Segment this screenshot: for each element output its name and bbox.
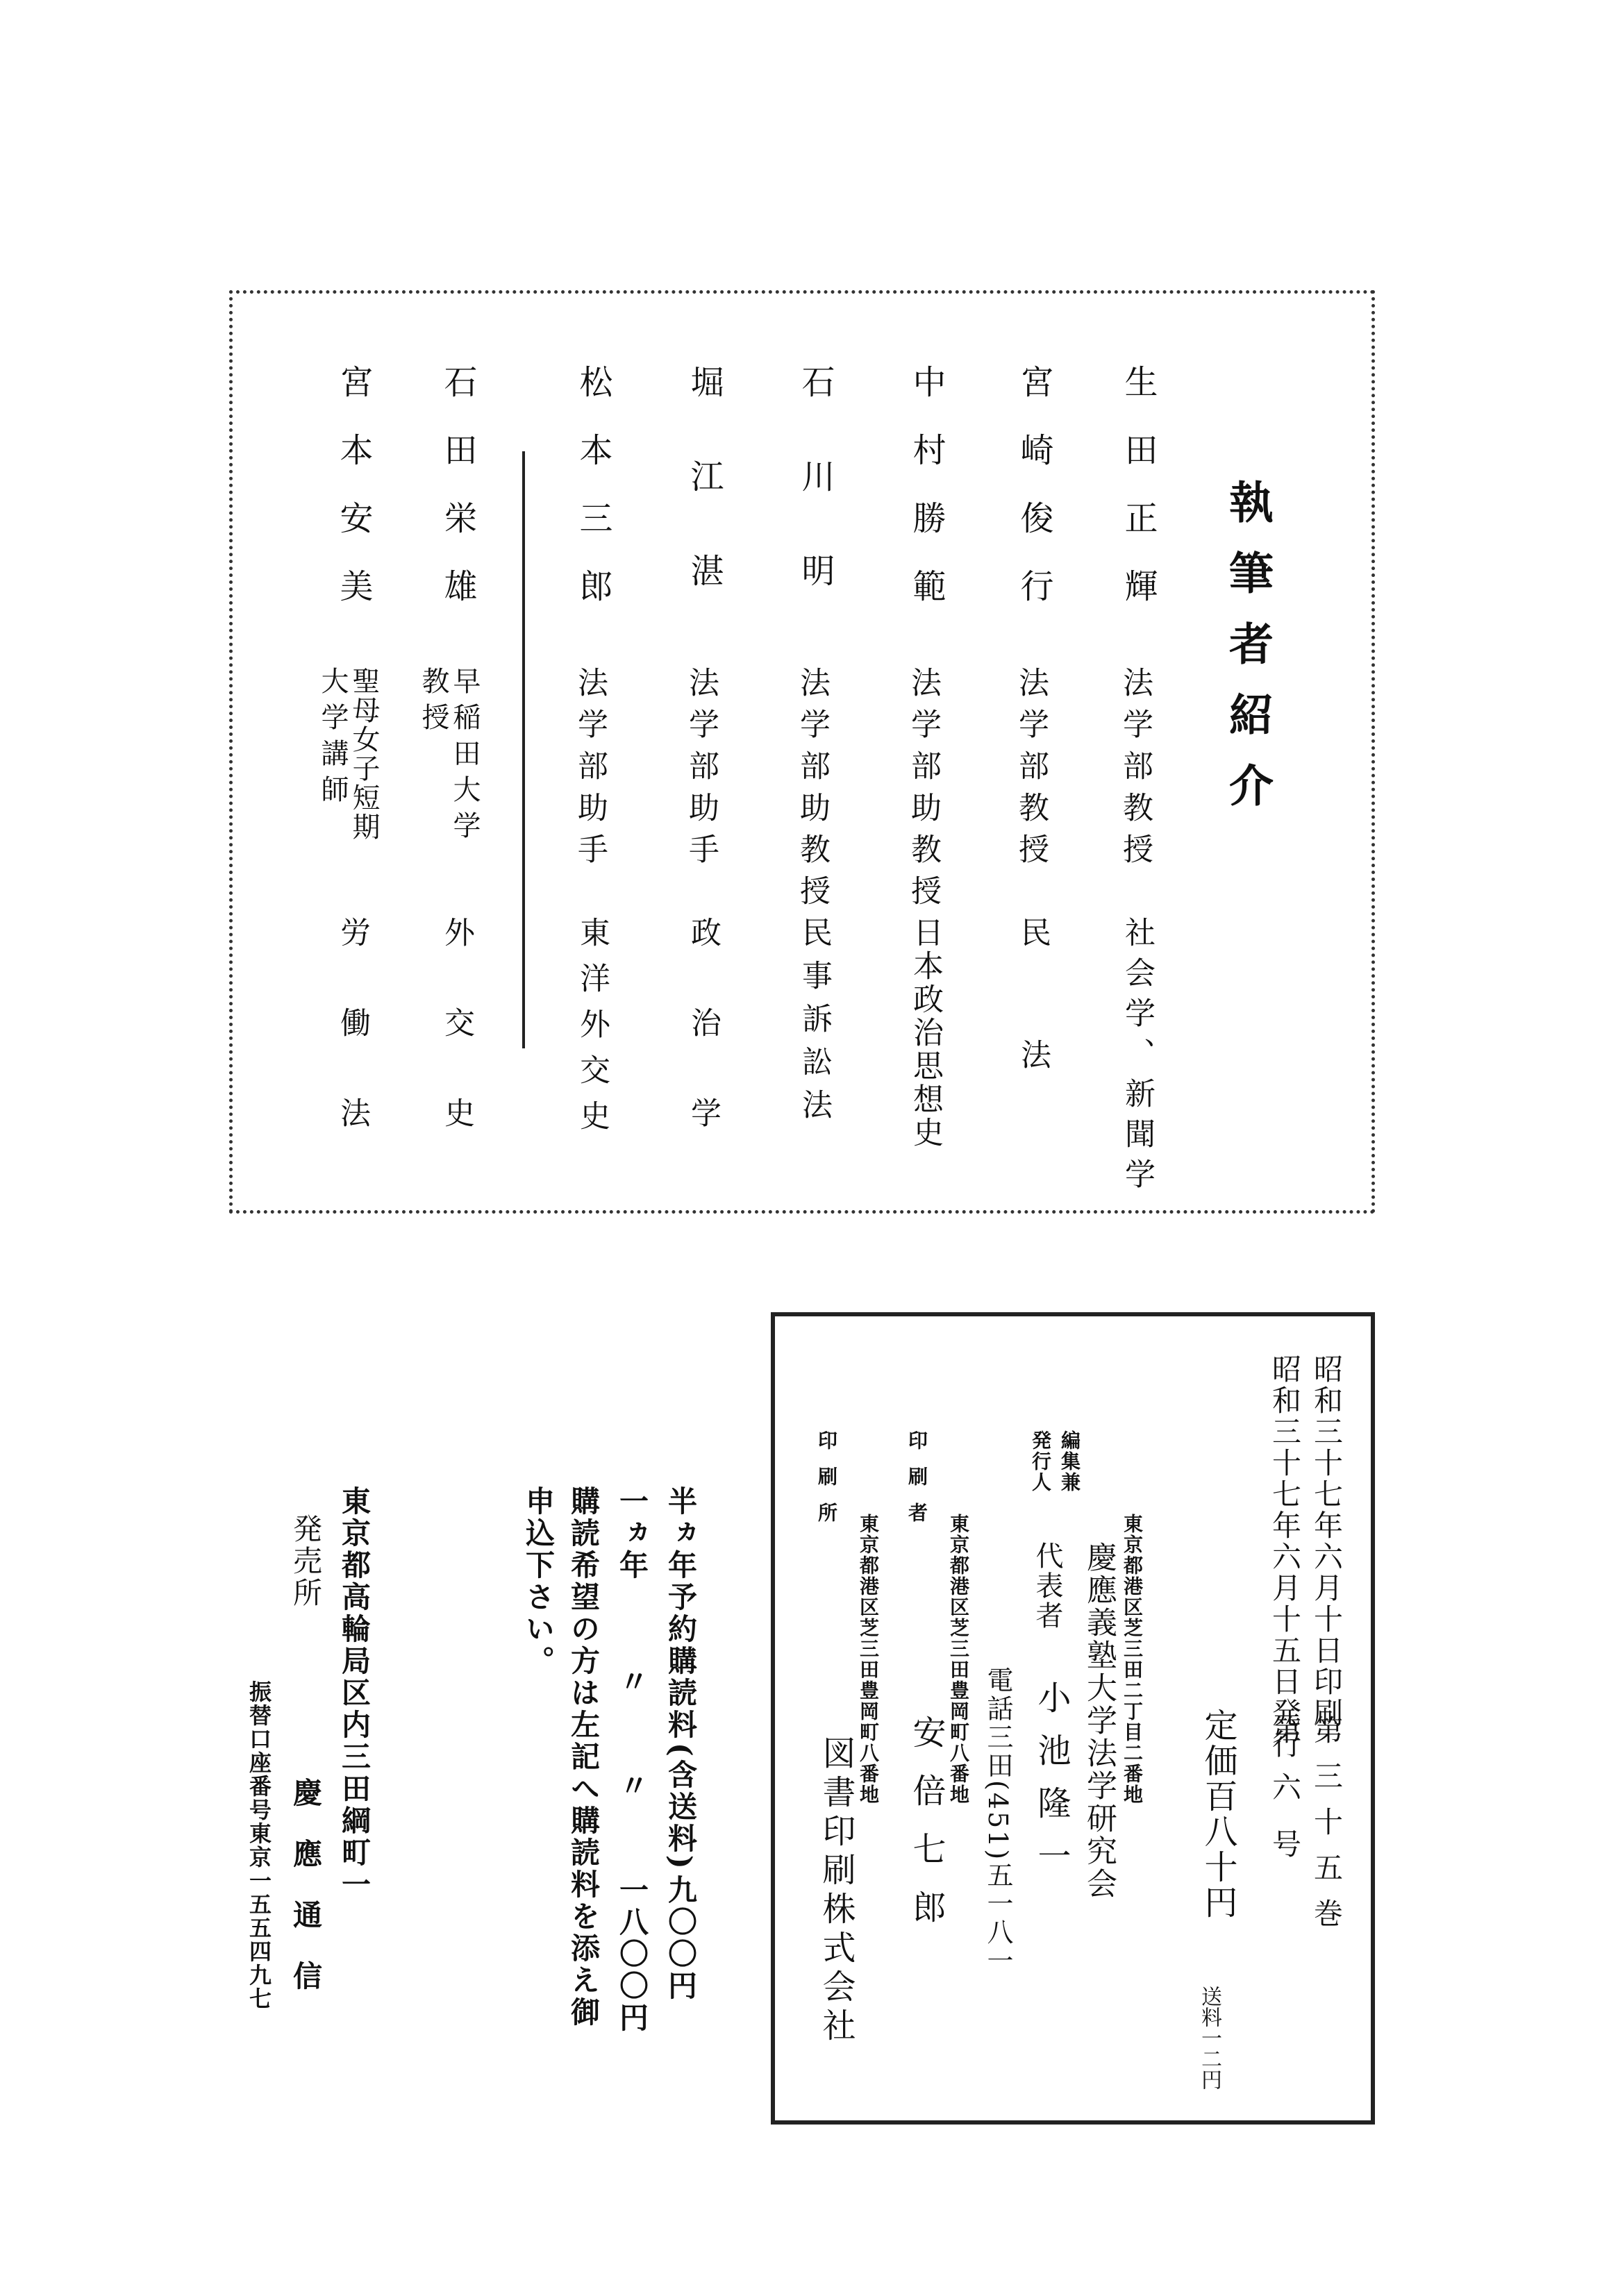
published-date: 昭和三十七年六月十五日発行 [1268,1354,1302,1760]
printer-label: 印刷者 [906,1430,928,1539]
volume: 第三十五巻 [1310,1715,1344,1944]
contributors-title: 執筆者紹介 [1221,479,1274,833]
print-shop-address: 東京都港区芝三田豊岡町八番地 [857,1514,880,1805]
contributor-position: 法学部助教授 [794,667,830,916]
printer-address: 東京都港区芝三田豊岡町八番地 [947,1514,970,1805]
included-postage: (含送料) [664,1743,698,1872]
contributor-field: 労働法 [335,916,370,1187]
contributor-name: 宮崎俊行 [1015,364,1053,637]
ditto-mark: 〃 [615,1666,649,1698]
contributor-name: 堀江湛 [685,364,724,648]
subscription-notice: 申込下さい。 [522,1486,556,1677]
contributor-position: 法学部助教授 [906,667,941,916]
contributor-name: 生田正輝 [1119,364,1158,637]
print-shop-name: 図書印刷株式会社 [817,1736,856,2047]
publisher-label: 発行人 [1029,1430,1052,1493]
contributor-position: 早稲田大学 [449,667,481,847]
distributor-label: 発売所 [289,1514,323,1609]
contributor-name: 中村勝範 [907,364,946,637]
contributor-position: 大学講師 [317,667,349,811]
representative-label: 代表者 [1031,1541,1063,1631]
contributor-field: 社会学、新聞学 [1119,916,1155,1198]
distributor-name: 慶應通信 [289,1777,323,2022]
price: 定価百八十円 [1199,1708,1237,1920]
issue: 第六号 [1268,1715,1302,1886]
contributor-name: 宮本安美 [334,364,373,637]
contributor-position: 聖母女子短期 [348,667,380,841]
print-shop-label: 印刷所 [815,1430,838,1539]
printer-name: 安倍七郎 [907,1715,946,1948]
contributor-name: 石田栄雄 [438,364,477,637]
contributor-field: 民事訴訟法 [797,916,832,1132]
one-year-price: 一八〇〇円 [615,1875,649,2034]
contributor-field: 外交史 [439,916,474,1187]
distributor-account: 振替口座番号東京一五五四九七 [246,1680,272,2011]
contributor-name: 松本三郎 [574,364,612,637]
postage: 送料一二円 [1197,1986,1221,2090]
distributor-address: 東京都高輪局区内三田綱町一 [337,1486,372,1901]
printed-date: 昭和三十七年六月十日印刷 [1310,1354,1344,1729]
divider-line [522,451,525,1048]
editor-label: 編集兼 [1058,1430,1081,1493]
contributor-field: 民 法 [1015,916,1051,1069]
phone: 電話三田(451)五一八一 [983,1666,1013,1976]
contributor-field: 政治学 [685,916,721,1187]
contributor-field: 日本政治思想史 [908,916,943,1150]
contributor-name: 石川明 [796,364,835,648]
contributor-position: 教授 [417,667,449,739]
ditto-mark: 〃 [615,1770,649,1802]
one-year-label: 一ヵ年 [615,1486,649,1582]
contributor-position: 法学部助手 [572,667,608,875]
half-year-price: 九〇〇円 [664,1875,698,2002]
publisher-name: 慶應義塾大学法学研究会 [1081,1541,1117,1900]
representative-name: 小池隆一 [1032,1680,1071,1891]
contributor-field: 東洋外交史 [574,916,610,1146]
contributor-position: 法学部教授 [1117,667,1153,875]
subscription-notice: 購読希望の方は左記へ購読料を添え御 [567,1486,601,2029]
contributor-position: 法学部教授 [1013,667,1049,875]
publisher-address: 東京都港区芝三田二丁目二番地 [1121,1514,1144,1805]
half-year-label: 半ヵ年予約購読料 [664,1486,698,1741]
contributor-position: 法学部助手 [683,667,719,875]
